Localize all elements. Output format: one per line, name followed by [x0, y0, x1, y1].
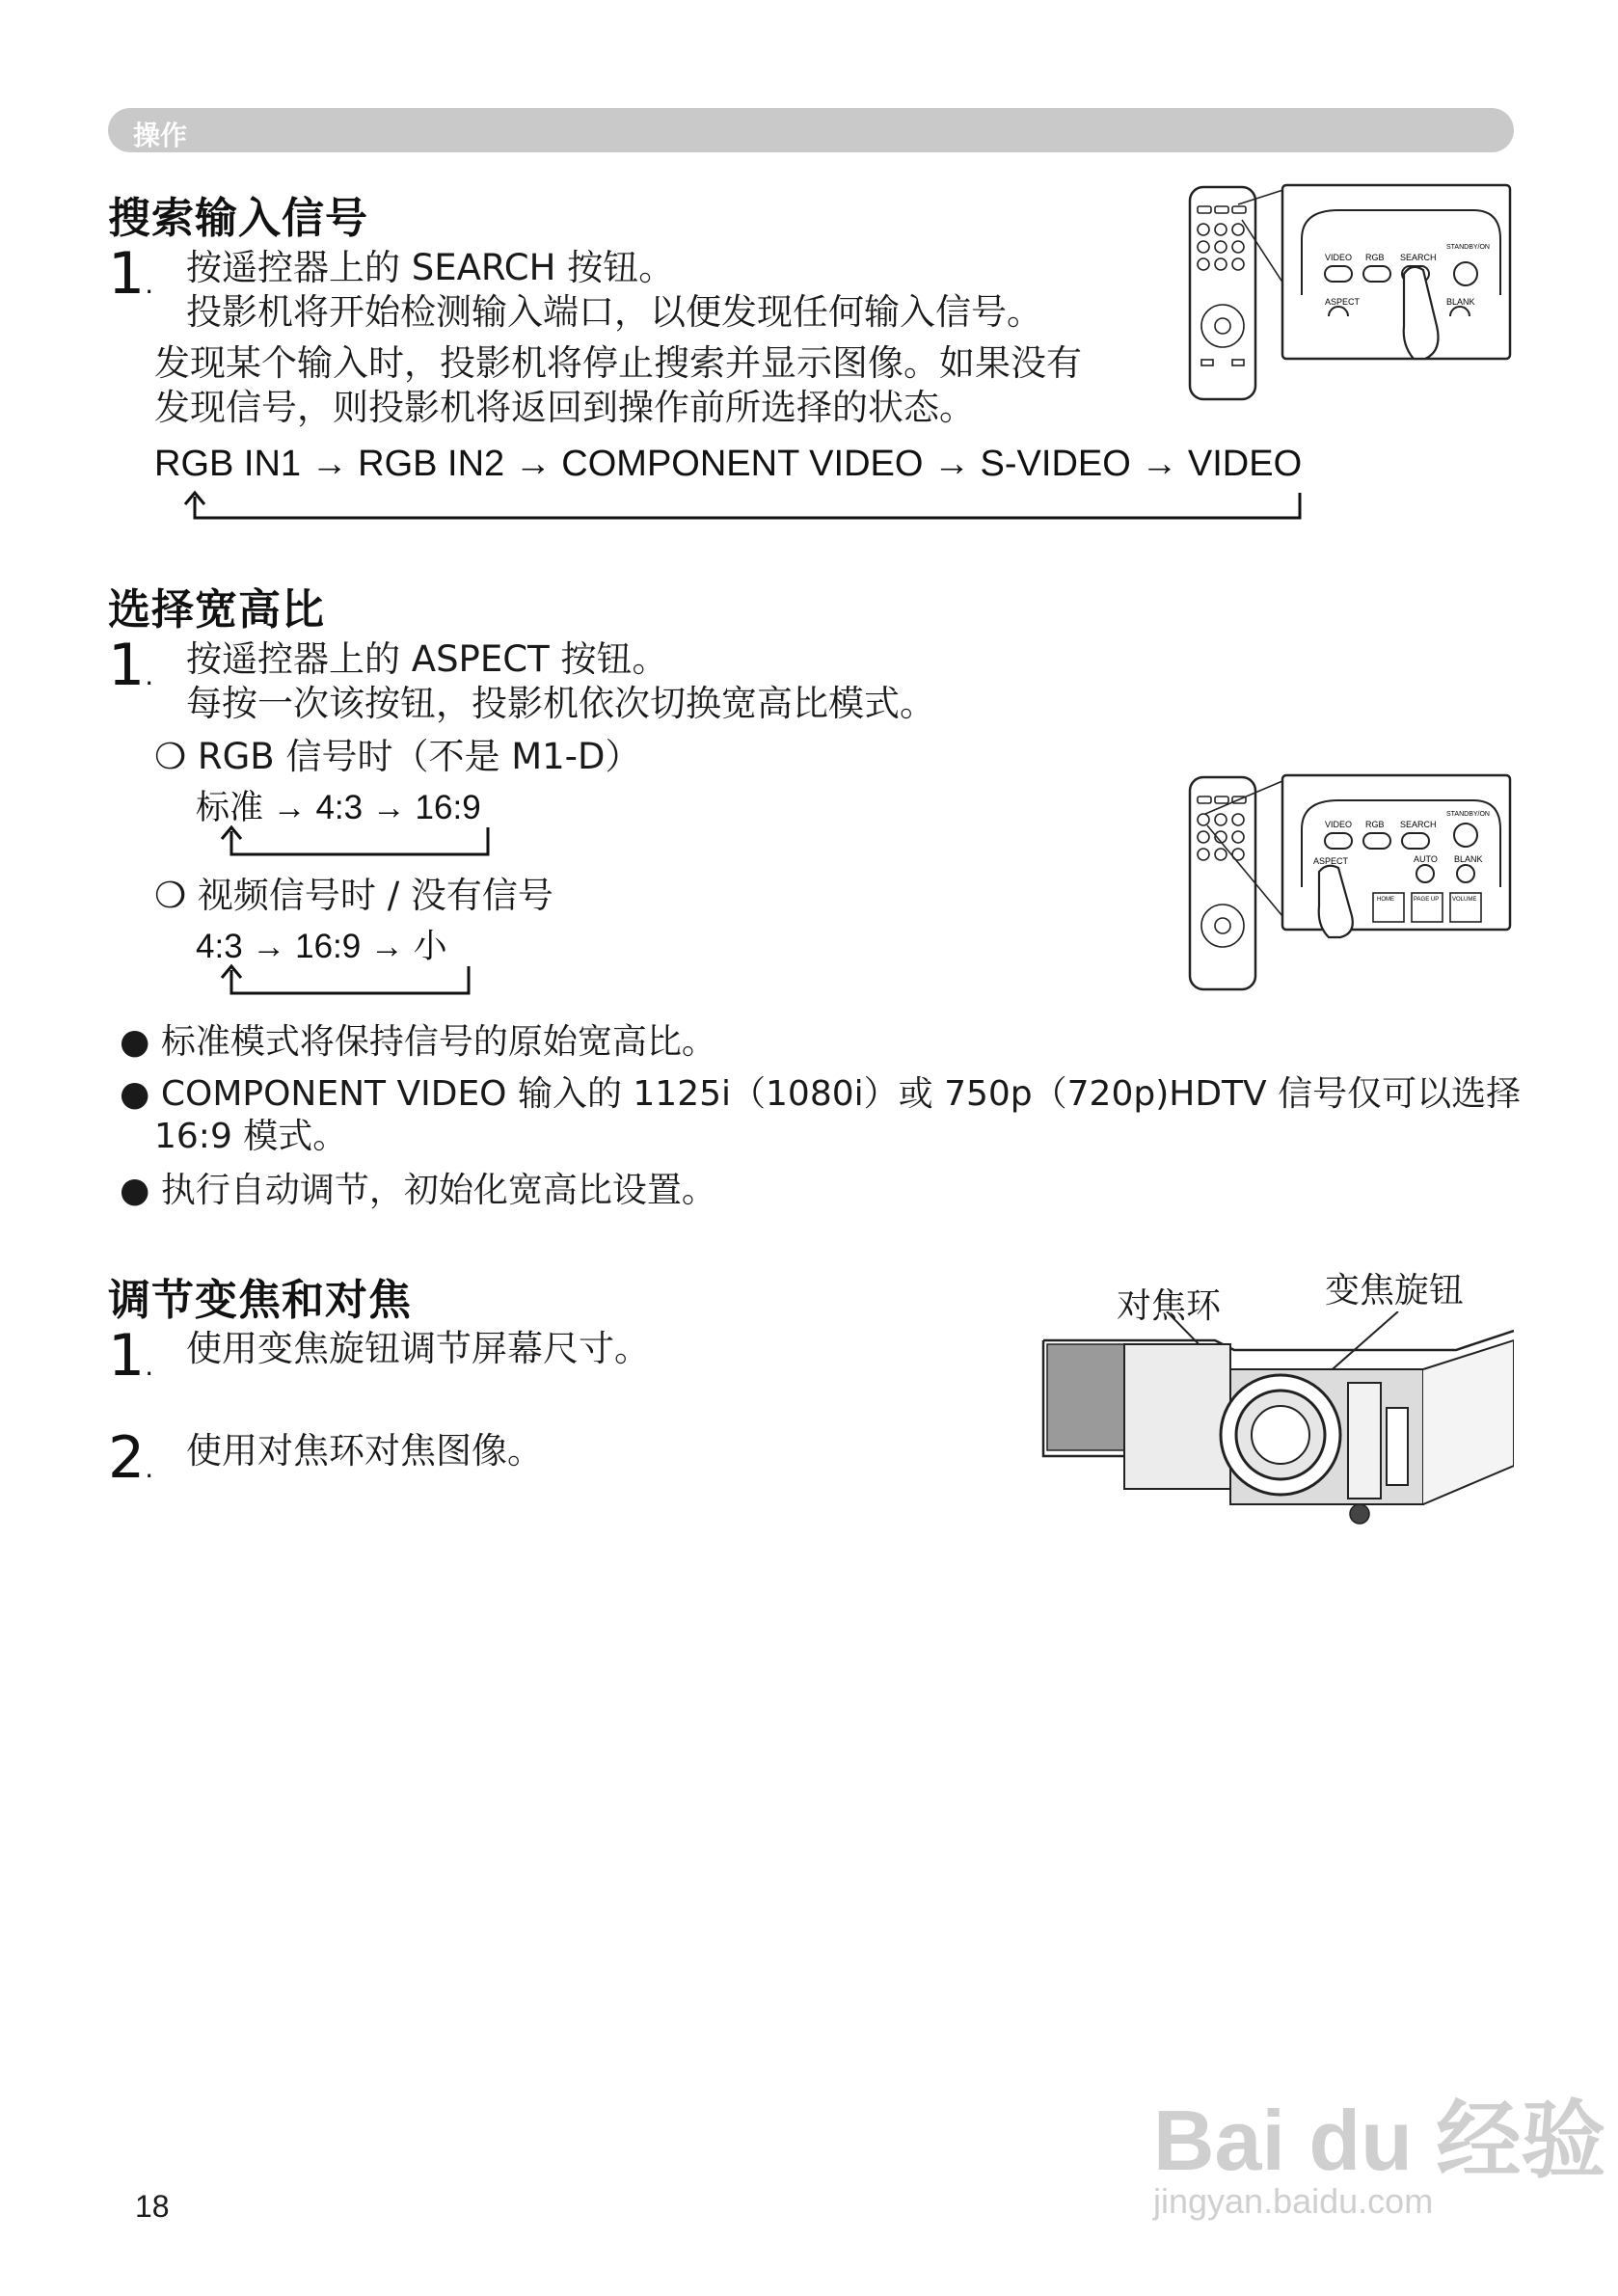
watermark-brand: Bai du 经验 — [1153, 2093, 1606, 2188]
search-section-title: 搜索输入信号 — [108, 194, 368, 243]
section-header-bar — [108, 108, 1514, 152]
remote2-blank-label: BLANK — [1454, 854, 1483, 864]
search-step-line1: 按遥控器上的 SEARCH 按钮。 — [186, 247, 675, 288]
remote2-pageup-label: PAGE UP — [1414, 897, 1440, 903]
aspect-section-title: 选择宽高比 — [108, 585, 325, 635]
remote2-standby-label: STANDBY/ON — [1446, 811, 1490, 818]
remote1-search-label: SEARCH — [1400, 253, 1437, 262]
search-desc-line1: 发现某个输入时，投影机将停止搜索并显示图像。如果没有 — [154, 342, 1082, 384]
aspect-step-line2: 每按一次该按钮，投影机依次切换宽高比模式。 — [186, 683, 935, 724]
rgb-loop-arrow — [210, 822, 499, 866]
step-number: 1. — [108, 632, 154, 699]
aspect-note: ● 标准模式将保持信号的原始宽高比。 — [120, 1022, 716, 1062]
video-aspect-cycle: 4:3 → 16:9 → 小 — [196, 928, 447, 965]
search-step-line2: 投影机将开始检测输入端口，以便发现任何输入信号。 — [186, 291, 1042, 333]
aspect-step-line1: 按遥控器上的 ASPECT 按钮。 — [186, 638, 668, 680]
projector-lens-illustration — [1041, 1311, 1514, 1533]
aspect-note: ● COMPONENT VIDEO 输入的 1125i（1080i）或 750p（720p)HDTV 信号仅可以选择 — [120, 1074, 1522, 1114]
remote2-aspect-label: ASPECT — [1313, 856, 1349, 866]
remote1-blank-label: BLANK — [1446, 297, 1475, 307]
aspect-note-cont: 16:9 模式。 — [154, 1117, 348, 1156]
remote2-volume-label: VOLUME — [1452, 897, 1477, 903]
remote1-standby-label: STANDBY/ON — [1446, 244, 1490, 251]
rgb-aspect-cycle: 标准 → 4:3 → 16:9 — [196, 789, 481, 826]
focus-ring-label: 对焦环 — [1117, 1286, 1222, 1326]
search-input-sequence: RGB IN1 → RGB IN2 → COMPONENT VIDEO → S-VIDEO → VIDEO — [154, 444, 1303, 484]
remote2-home-label: HOME — [1377, 897, 1394, 903]
page-number: 18 — [135, 2189, 170, 2224]
video-loop-arrow — [210, 960, 480, 1005]
remote1-rgb-label: RGB — [1365, 253, 1385, 262]
zoom-section-title: 调节变焦和对焦 — [108, 1276, 412, 1325]
rgb-signal-heading: ❍ RGB 信号时（不是 M1-D） — [154, 736, 641, 777]
video-signal-heading: ❍ 视频信号时 / 没有信号 — [154, 875, 553, 916]
step-number: 2. — [108, 1424, 154, 1492]
remote-aspect-illustration — [1184, 771, 1514, 999]
section-label: 操作 — [133, 120, 188, 151]
zoom-step2-text: 使用对焦环对焦图像。 — [186, 1430, 543, 1472]
search-desc-line2: 发现信号，则投影机将返回到操作前所选择的状态。 — [154, 387, 975, 428]
step-number: 1. — [108, 1322, 154, 1390]
remote2-rgb-label: RGB — [1365, 820, 1385, 829]
zoom-knob-label: 变焦旋钮 — [1325, 1271, 1465, 1310]
search-loop-arrow — [174, 487, 1311, 531]
remote-search-illustration — [1184, 181, 1514, 409]
remote2-search-label: SEARCH — [1400, 820, 1437, 829]
remote2-video-label: VIDEO — [1325, 820, 1353, 829]
zoom-step1-text: 使用变焦旋钮调节屏幕尺寸。 — [186, 1328, 650, 1369]
step-number: 1. — [108, 240, 154, 308]
watermark-url: jingyan.baidu.com — [1153, 2181, 1434, 2221]
remote1-aspect-label: ASPECT — [1325, 297, 1361, 307]
remote1-video-label: VIDEO — [1325, 253, 1353, 262]
aspect-note: ● 执行自动调节，初始化宽高比设置。 — [120, 1171, 716, 1210]
remote2-auto-label: AUTO — [1414, 854, 1438, 864]
